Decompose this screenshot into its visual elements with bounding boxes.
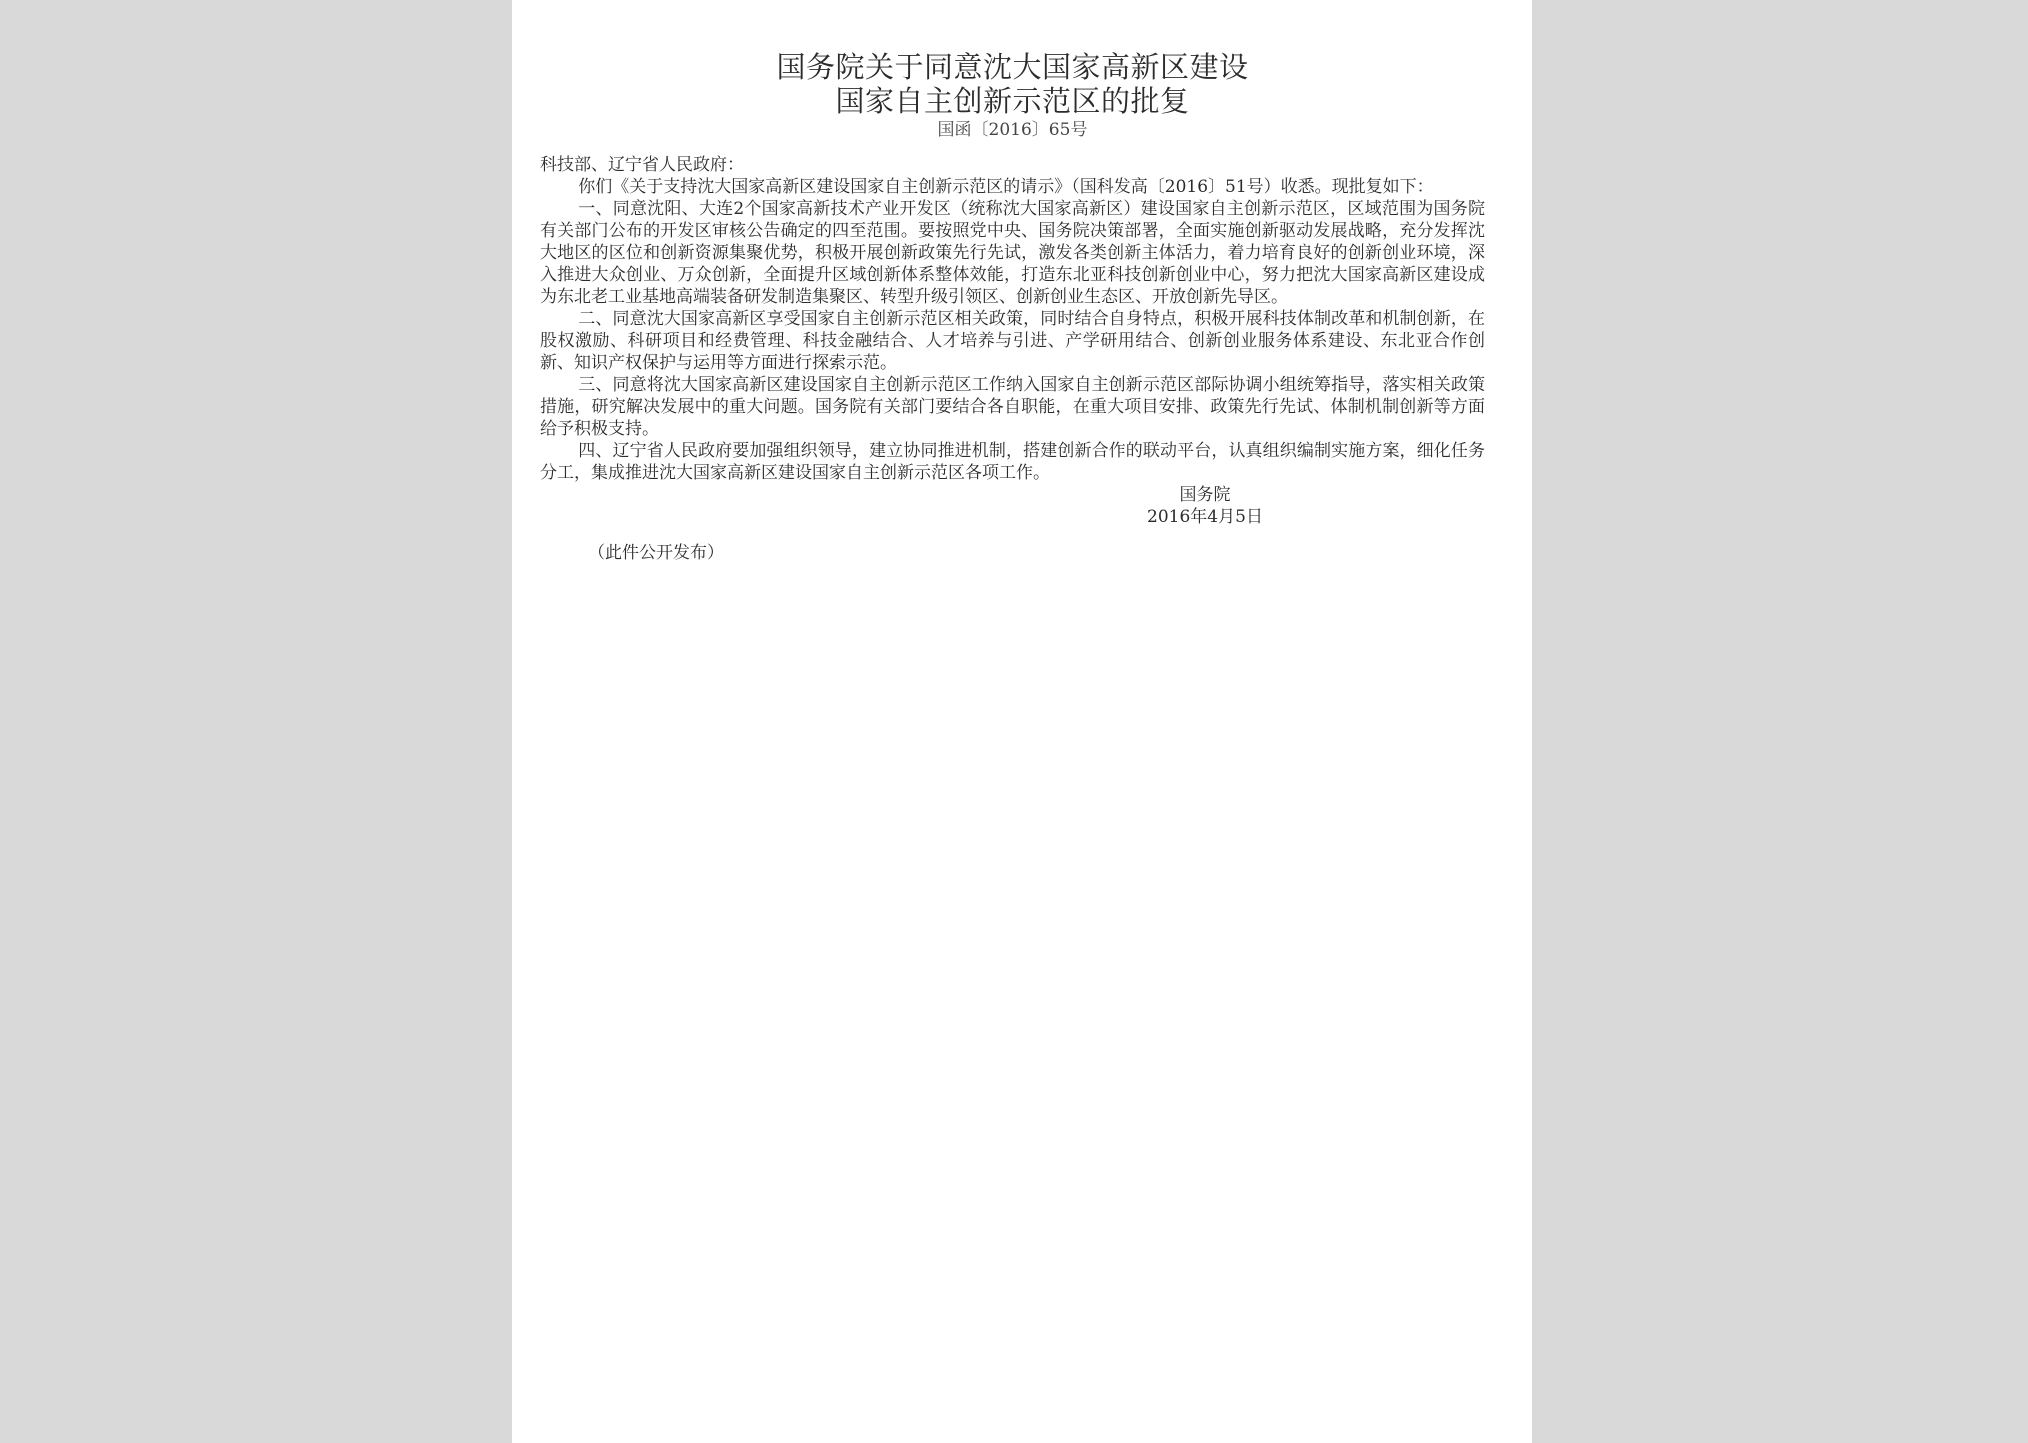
title-line-2: 国家自主创新示范区的批复: [835, 84, 1190, 118]
document-title: [540, 50, 1485, 118]
issue-date: 2016年4月5日: [1147, 507, 1263, 527]
addressee: 科技部、辽宁省人民政府：: [540, 155, 744, 175]
paragraph-intro: 你们《关于支持沈大国家高新区建设国家自主创新示范区的请示》（国科发高〔2016〕51号）收悉。现批复如下：: [578, 177, 1434, 197]
publication-note: （此件公开发布）: [588, 543, 724, 563]
title-line-1: 国务院关于同意沈大国家高新区建设: [776, 50, 1249, 84]
paragraph-3: 三、同意将沈大国家高新区建设国家自主创新示范区工作纳入国家自主创新示范区部际协调小组统筹指导，落实相关政策措施，研究解决发展中的重大问题。国务院有关部门要结合各自职能，在重大项目安排、政策先行先试、体制机制创新等方面给予积极支持。: [540, 375, 1485, 439]
paragraph-4: 四、辽宁省人民政府要加强组织领导，建立协同推进机制，搭建创新合作的联动平台，认真组织编制实施方案，细化任务分工，集成推进沈大国家高新区建设国家自主创新示范区各项工作。: [540, 441, 1485, 483]
paragraph-1: 一、同意沈阳、大连2个国家高新技术产业开发区（统称沈大国家高新区）建设国家自主创新示范区，区域范围为国务院有关部门公布的开发区审核公告确定的四至范围。要按照党中央、国务院决策部署，全面实施创新驱动发展战略，充分发挥沈大地区的区位和创新资源集聚优势，积极开展创新政策先行先试，激发各类创新主体活力，着力培育良好的创新创业环境，深入推进大众创业、万众创新，全面提升区域创新体系整体效能，打造东北亚科技创新创业中心，努力把沈大国家高新区建设成为东北老工业基地高端装备研发制造集聚区、转型升级引领区、创新创业生态区、开放创新先导区。: [540, 199, 1485, 307]
paragraph-2: 二、同意沈大国家高新区享受国家自主创新示范区相关政策，同时结合自身特点，积极开展科技体制改革和机制创新，在股权激励、科研项目和经费管理、科技金融结合、人才培养与引进、产学研用结合、创新创业服务体系建设、东北亚合作创新、知识产权保护与运用等方面进行探索示范。: [540, 309, 1485, 373]
document-number: 国函〔2016〕65号: [937, 120, 1088, 140]
document-content: [540, 50, 1485, 564]
document-page: [512, 0, 1532, 1443]
signatory: 国务院: [1179, 485, 1231, 505]
